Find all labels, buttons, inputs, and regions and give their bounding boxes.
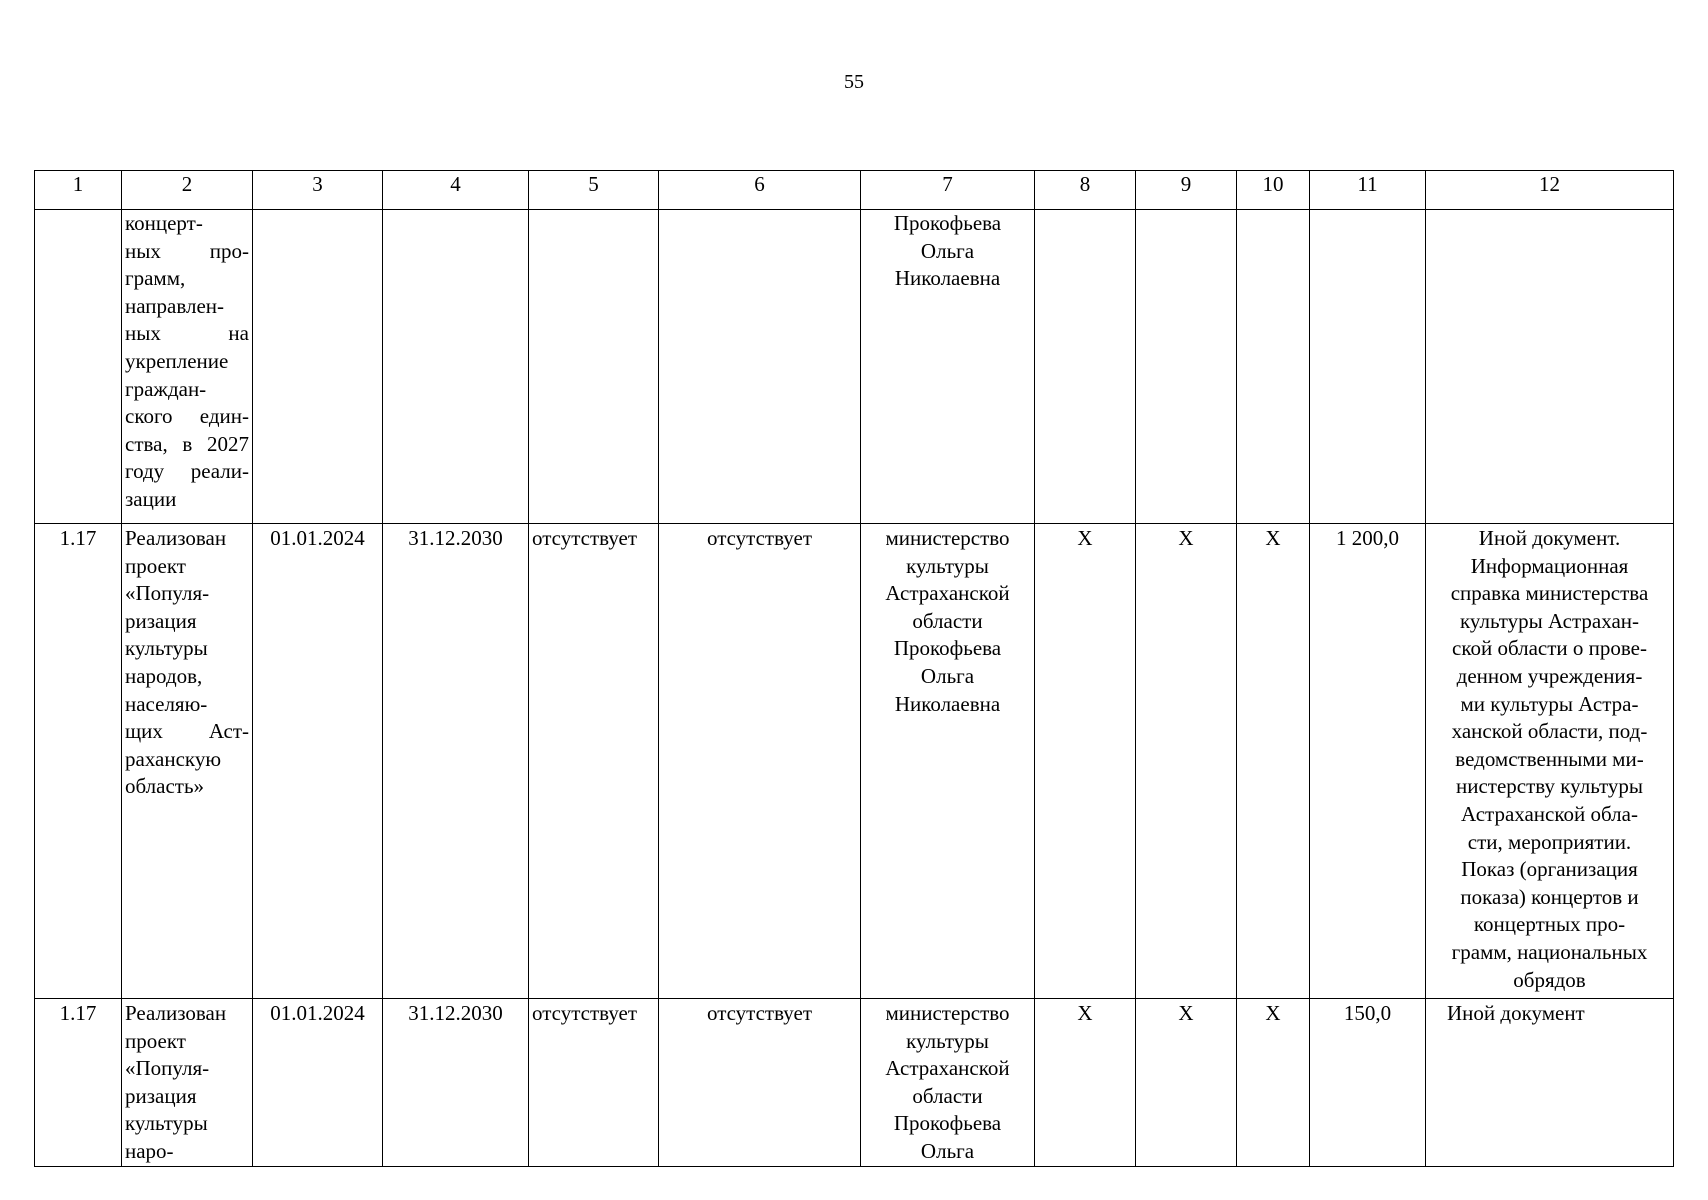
col6-value: отсутствует: [706, 526, 813, 550]
col9-value: X: [1178, 526, 1194, 550]
text-line: показа) концертов и: [1460, 884, 1639, 909]
column-header: 7: [861, 171, 1035, 210]
row-number: 1.17: [59, 1001, 97, 1025]
text-line: населяю-: [125, 691, 208, 716]
cell-document: [1426, 999, 1674, 1167]
table-row: [35, 999, 1674, 1167]
col10-value: X: [1265, 1001, 1281, 1025]
text-line: ризация: [125, 608, 197, 633]
text-line: наро-: [125, 1138, 174, 1163]
cell-col5: [529, 999, 659, 1167]
text-line: Прокофьева: [893, 211, 1002, 235]
text-line: обрядов: [1513, 967, 1586, 992]
text-line: Прокофьева: [893, 1111, 1002, 1136]
text-line: Ольга: [920, 238, 975, 263]
column-header: 4: [383, 171, 529, 210]
page-number: 55: [844, 71, 864, 93]
text-line: культуры: [906, 1028, 989, 1053]
text-line: Ольга: [920, 1138, 975, 1163]
cell-start-date: [253, 999, 383, 1167]
text-line: Астраханской: [885, 1056, 1010, 1081]
text-line: Реализован: [125, 526, 227, 550]
cell-document: [1426, 524, 1674, 999]
header-row: [35, 171, 1674, 210]
text-line: культуры Астрахан-: [1460, 608, 1639, 633]
cell-col9: [1136, 999, 1237, 1167]
text-line: ского един-: [125, 404, 249, 429]
cell-number: [35, 210, 122, 524]
cell-col5: [529, 524, 659, 999]
name-text: [125, 210, 249, 514]
cell-end-date: [383, 210, 529, 524]
text-line: ных про-: [125, 238, 249, 263]
text-line: щих Аст-: [125, 719, 249, 744]
text-line: ных на: [125, 321, 249, 346]
end-date: 31.12.2030: [408, 1001, 503, 1025]
amount-value: 150,0: [1343, 1001, 1392, 1025]
cell-responsible: [861, 524, 1035, 999]
end-date: 31.12.2030: [408, 526, 503, 550]
cell-number: [35, 524, 122, 999]
cell-responsible: [861, 999, 1035, 1167]
text-line: году реали-: [125, 459, 249, 484]
text-line: концерт-: [125, 211, 203, 235]
text-line: культуры: [906, 553, 989, 578]
text-line: министерство: [885, 526, 1010, 550]
cell-col6: [659, 210, 861, 524]
amount-value: 1 200,0: [1336, 526, 1399, 550]
cell-start-date: [253, 524, 383, 999]
text-line: ми культуры Астра-: [1460, 691, 1639, 716]
cell-col10: [1237, 999, 1310, 1167]
col9-value: X: [1178, 1001, 1194, 1025]
text-line: справка министерства: [1450, 581, 1649, 606]
cell-col5: [529, 210, 659, 524]
table-row: [35, 524, 1674, 999]
cell-amount: [1310, 524, 1426, 999]
text-line: сти, мероприятии.: [1467, 829, 1632, 854]
name-text: [125, 524, 249, 801]
column-header: 11: [1310, 171, 1426, 210]
document-text: [1429, 524, 1670, 994]
text-line: культуры: [125, 1111, 208, 1136]
text-line: ской области о прове-: [1452, 636, 1647, 661]
start-date: 01.01.2024: [270, 526, 365, 550]
cell-col10: [1237, 210, 1310, 524]
column-header: 5: [529, 171, 659, 210]
document-text: [1429, 999, 1670, 1028]
cell-col6: [659, 524, 861, 999]
column-header: 2: [122, 171, 253, 210]
text-line: области: [912, 608, 983, 633]
text-line: культуры: [125, 636, 208, 661]
cell-name: [122, 210, 253, 524]
column-header: 8: [1035, 171, 1136, 210]
text-line: граждан-: [125, 376, 207, 401]
responsible-text: [864, 999, 1031, 1166]
column-header: 12: [1426, 171, 1674, 210]
text-line: проект: [125, 553, 186, 578]
text-line: Ольга: [920, 663, 975, 688]
text-line: Прокофьева: [893, 636, 1002, 661]
start-date: 01.01.2024: [270, 1001, 365, 1025]
text-line: Показ (организация: [1461, 857, 1638, 882]
cell-document: [1426, 210, 1674, 524]
col8-value: X: [1077, 526, 1093, 550]
col5-value: отсутствует: [532, 526, 638, 550]
text-line: Астраханской: [885, 581, 1010, 606]
cell-amount: [1310, 210, 1426, 524]
cell-col9: [1136, 210, 1237, 524]
cell-col8: [1035, 210, 1136, 524]
text-line: ризация: [125, 1083, 197, 1108]
text-line: раханскую: [125, 746, 222, 771]
text-line: ведомственными ми-: [1455, 746, 1644, 771]
cell-start-date: [253, 210, 383, 524]
text-line: Реализован: [125, 1001, 227, 1025]
cell-col9: [1136, 524, 1237, 999]
text-line: ства, в 2027: [125, 431, 249, 456]
text-line: область»: [125, 774, 205, 799]
text-line: Иной документ: [1447, 1001, 1585, 1025]
table-row-continuation: [35, 210, 1674, 524]
cell-end-date: [383, 999, 529, 1167]
col8-value: X: [1077, 1001, 1093, 1025]
cell-number: [35, 999, 122, 1167]
text-line: направлен-: [125, 293, 225, 318]
row-number: 1.17: [59, 526, 97, 550]
cell-responsible: [861, 210, 1035, 524]
text-line: Информационная: [1470, 553, 1629, 578]
col5-value: отсутствует: [532, 1001, 638, 1025]
cell-col8: [1035, 999, 1136, 1167]
text-line: денном учреждения-: [1456, 663, 1643, 688]
column-header: 10: [1237, 171, 1310, 210]
text-line: Николаевна: [894, 266, 1001, 291]
text-line: Иной документ.: [1478, 526, 1621, 550]
cell-name: [122, 524, 253, 999]
cell-col8: [1035, 524, 1136, 999]
text-line: области: [912, 1083, 983, 1108]
column-header: 6: [659, 171, 861, 210]
text-line: «Популя-: [125, 1056, 210, 1081]
plan-table: [34, 170, 1674, 1167]
text-line: народов,: [125, 663, 203, 688]
text-line: грамм, национальных: [1451, 939, 1648, 964]
cell-name: [122, 999, 253, 1167]
text-line: Николаевна: [894, 691, 1001, 716]
text-line: укрепление: [125, 348, 229, 373]
responsible-text: [864, 210, 1031, 293]
col10-value: X: [1265, 526, 1281, 550]
text-line: министерство: [885, 1001, 1010, 1025]
column-header: 9: [1136, 171, 1237, 210]
responsible-text: [864, 524, 1031, 718]
cell-amount: [1310, 999, 1426, 1167]
text-line: нистерству культуры: [1456, 774, 1643, 799]
text-line: зации: [125, 486, 177, 511]
name-text: [125, 999, 249, 1166]
text-line: Астраханской обла-: [1461, 801, 1638, 826]
text-line: грамм,: [125, 266, 186, 291]
cell-col10: [1237, 524, 1310, 999]
column-header: 3: [253, 171, 383, 210]
text-line: ханской области, под-: [1451, 719, 1648, 744]
text-line: концертных про-: [1473, 912, 1626, 937]
text-line: «Популя-: [125, 581, 210, 606]
cell-col6: [659, 999, 861, 1167]
col6-value: отсутствует: [706, 1001, 813, 1025]
column-header: 1: [35, 171, 122, 210]
cell-end-date: [383, 524, 529, 999]
text-line: проект: [125, 1028, 186, 1053]
